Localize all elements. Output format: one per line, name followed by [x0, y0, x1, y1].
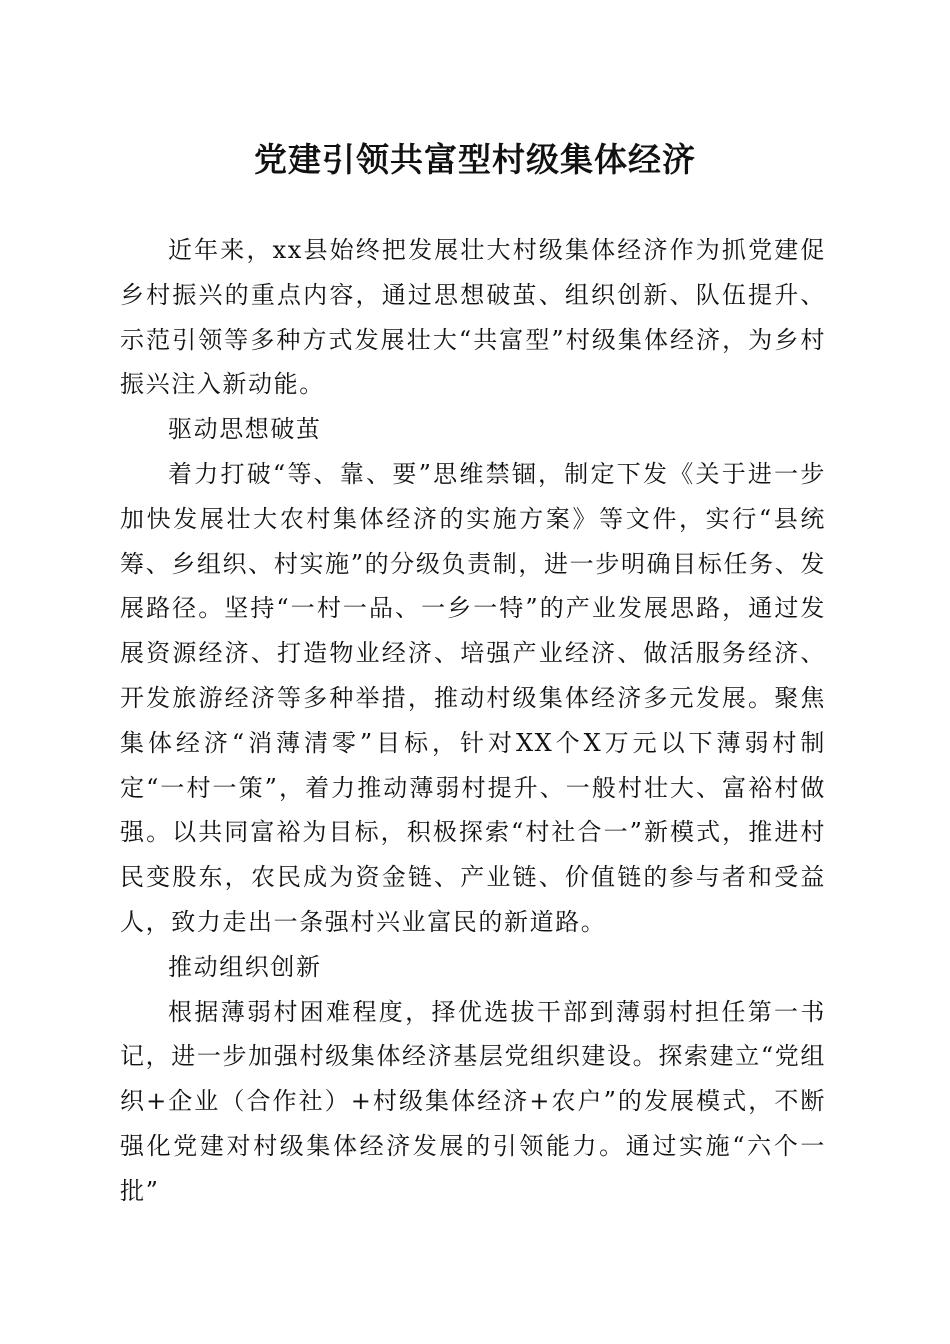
section-heading-organization: 推动组织创新: [168, 952, 322, 981]
document-title: 党建引领共富型村级集体经济: [254, 140, 696, 179]
section-heading-thought: 驱动思想破茧: [168, 415, 322, 444]
document-body: [120, 228, 826, 1214]
organization-paragraph: 根据薄弱村困难程度，择优选拔干部到薄弱村担任第一书记，进一步加强村级集体经济基层党组织建设。探索建立“党组织+企业（合作社）+村级集体经济+农户”的发展模式，不断强化党建对村级集体经济发展的引领能力。通过实施“六个一批”: [120, 997, 826, 1205]
intro-paragraph: 近年来，xx县始终把发展壮大村级集体经济作为抓党建促乡村振兴的重点内容，通过思想破茧、组织创新、队伍提升、示范引领等多种方式发展壮大“共富型”村级集体经济，为乡村振兴注入新动能。: [120, 236, 826, 399]
thought-paragraph: 着力打破“等、靠、要”思维禁锢，制定下发《关于进一步加快发展壮大农村集体经济的实施方案》等文件，实行“县统筹、乡组织、村实施”的分级负责制，进一步明确目标任务、发展路径。坚持“一村一品、一乡一特”的产业发展思路，通过发展资源经济、打造物业经济、培强产业经济、做活服务经济、开发旅游经济等多种举措，推动村级集体经济多元发展。聚焦集体经济“消薄清零”目标，针对XX个X万元以下薄弱村制定“一村一策”，着力推动薄弱村提升、一般村壮大、富裕村做强。以共同富裕为目标，积极探索“村社合一”新模式，推进村民变股东，农民成为资金链、产业链、价值链的参与者和受益人，致力走出一条强村兴业富民的新道路。: [120, 459, 826, 936]
